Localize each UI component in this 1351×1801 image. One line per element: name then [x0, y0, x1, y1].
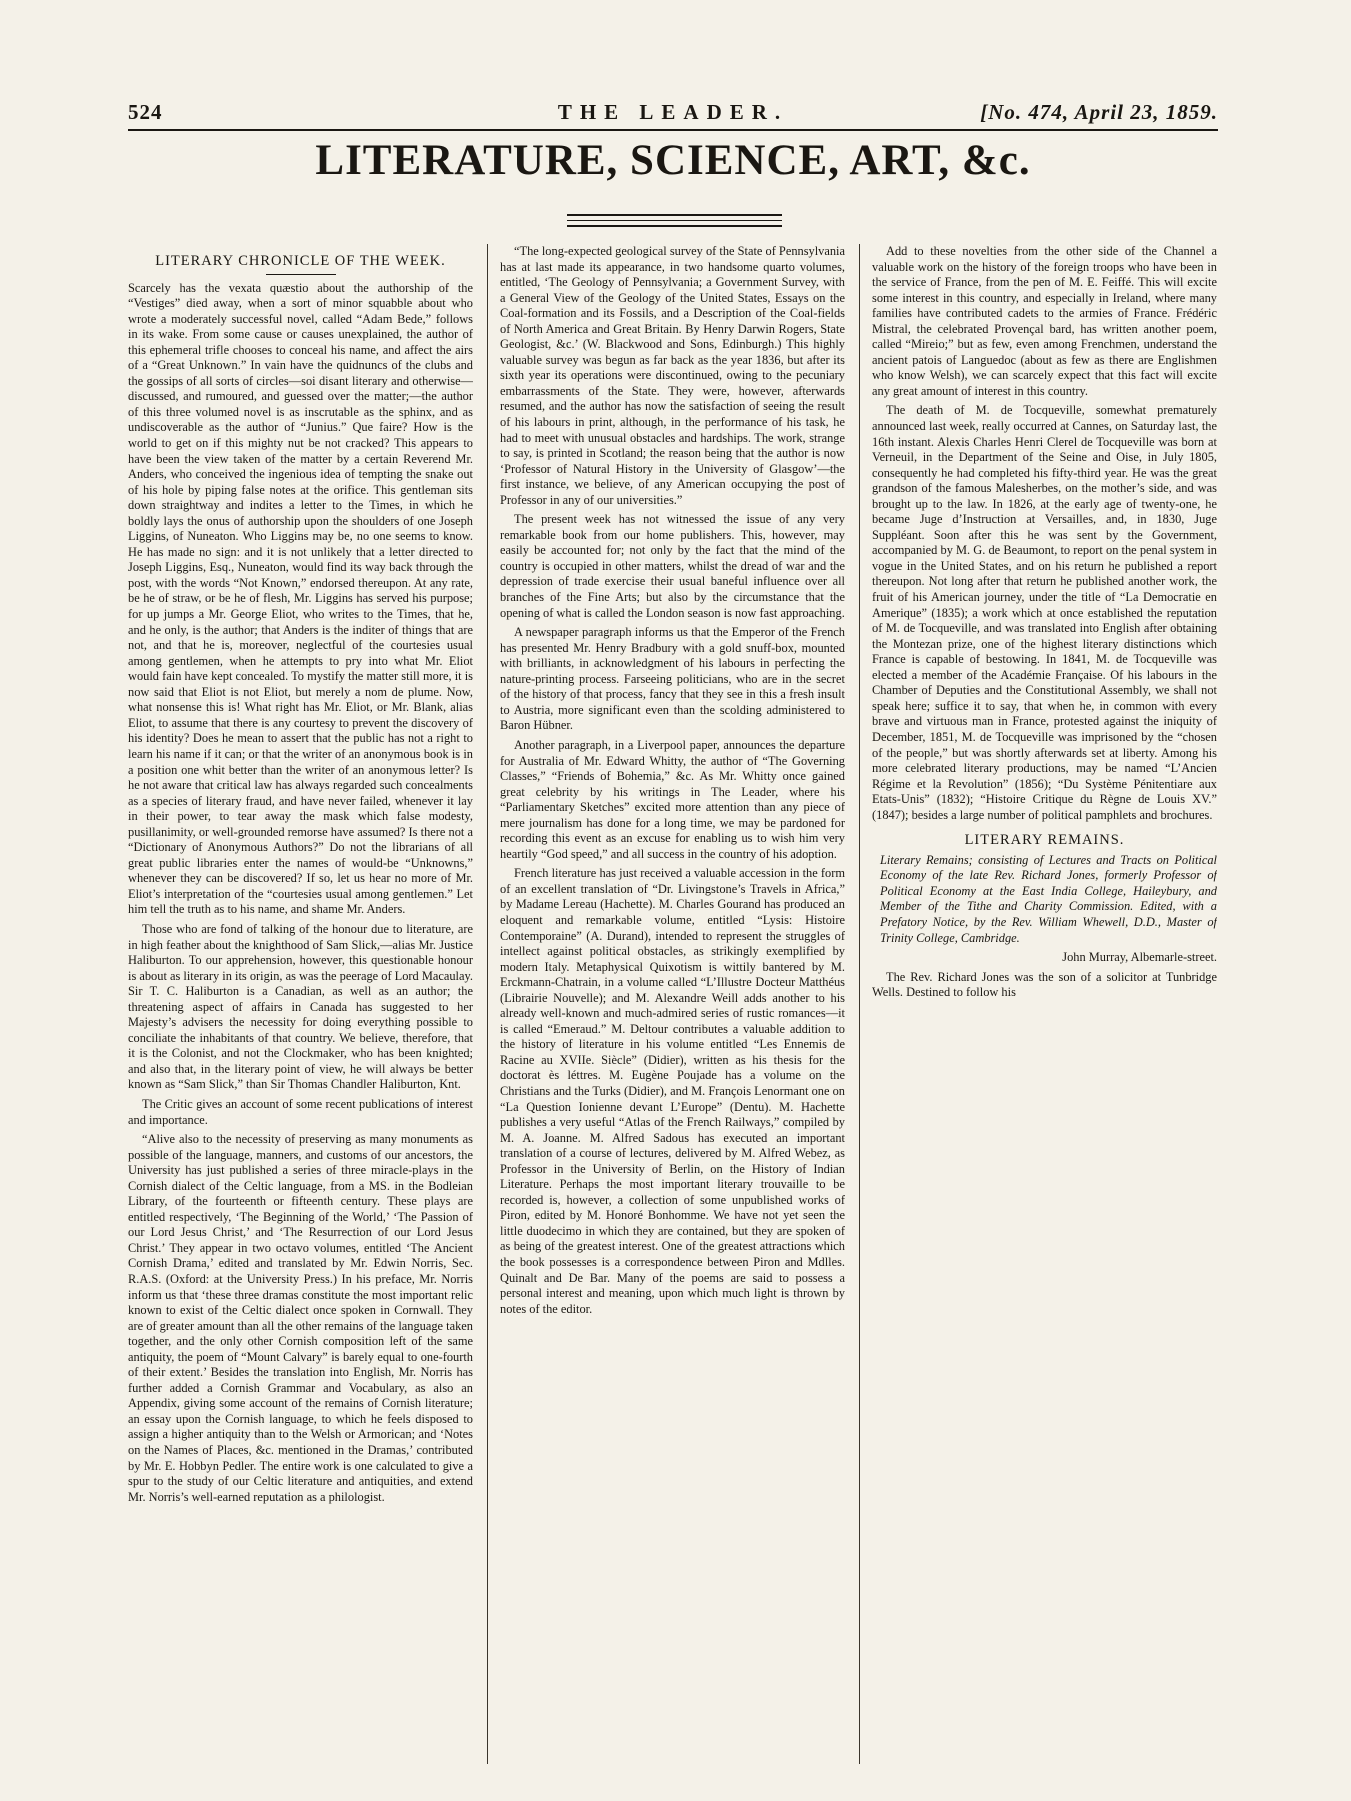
column-2 — [500, 244, 845, 1774]
review-opening: The Rev. Richard Jones was the son of a solicitor at Tunbridge Wells. Destined to follow his — [872, 969, 1217, 1000]
article-paragraph: French literature has just received a valuable accession in the form of an excellent translation of “Dr. Livingstone’s Travels in Africa,” by Madame Lereau (Hachette). M. Charles Gourand has produced an eloquent and remarkable volume, entitled “Lysis: Histoire Contemporaine” (A. Durand), intended to represent the struggles of intellect against political obstacles, as strikingly exemplified by modern Italy. Metaphysical Quixotism is wittily bantered by M. Erckmann-Chatrain, in a volume called “L’Illustre Docteur Matthéus (Librairie Nouvelle); and M. Alexandre Weill adds another to his already well-known and much-admired series of rustic romances—it is called “Emeraud.” M. Deltour contributes a valuable addition to the history of literature in his volume entitled “Les Ennemis de Racine au XVIIe. Siècle” (Didier), written as his thesis for the doctorat ès léttres. M. Eugène Poujade has a volume on the Christians and the Turks (Didier), and M. François Lenormant one on “La Question Ionienne devant L’Europe” (Dentu). M. Hachette publishes a very useful “Atlas of the French Railways,” compiled by M. A. Joanne. M. Alfred Sadous has executed an important translation of a course of lectures, delivered by M. Alfred Webez, as Professor in the University of Berlin, on the History of Indian Literature. Perhaps the most important literary trouvaille to be recorded is, however, a collection of some unpublished works of Piron, edited by M. Honoré Bonhomme. We have not yet seen the little duodecimo in which they are contained, but they are spoken of as being of the greatest interest. One of the greatest attractions which the book possesses is a correspondence between Piron and Mdlles. Quinalt and De Bar. Many of the poems are said to possess a personal interest and meaning, upon which much light is thrown by notes of the editor. — [500, 866, 845, 1316]
review-publisher: John Murray, Albemarle-street. — [1062, 950, 1217, 965]
article-paragraph: The present week has not witnessed the issue of any very remarkable book from our home publishers. This, however, may easily be accounted for; not only by the fact that the mind of the country is occupied in other matters, whilst the dread of war and the depression of trade exercise their usual baneful influence over all branches of the Fine Arts; but also by the circumstance that the opening of what is called the London season is now fast approaching. — [500, 512, 845, 620]
newspaper-title: THE LEADER. — [557, 100, 789, 124]
article-paragraph: A newspaper paragraph informs us that the Emperor of the French has presented Mr. Henry Bradbury with a gold snuff-box, mounted with brilliants, in acknowledgment of his labours in perfecting the nature-printing process. Farseeing politicians, who are in the secret of the history of that process, fancy that they see in this a fresh insult to Austria, more significant even than the scolding administered to Baron Hübner. — [500, 625, 845, 733]
article-paragraph: The Critic gives an account of some recent publications of interest and importance. — [128, 1096, 473, 1127]
article-paragraph: Another paragraph, in a Liverpool paper, announces the departure for Australia of Mr. Edward Whitty, the author of “The Governing Classes,” “Friends of Bohemia,” &c. As Mr. Whitty once gained great celebrity by his writings in The Leader, where his “Parliamentary Sketches” excited more attention than any piece of mere journalism has done for a long time, we may be pardoned for recording this event as an excuse for enabling us to wish him very heartily “God speed,” and all success in the country of his adoption. — [500, 737, 845, 861]
article-paragraph: Add to these novelties from the other side of the Channel a valuable work on the history of the foreign troops who have been in the service of France, from the pen of M. E. Feiffé. This will excite some interest in this country, and especially in Ireland, where many families have contributed cadets to the armies of France. Frédéric Mistral, the celebrated Provençal bard, has written another poem, called “Mireio;” but as few, even among Frenchmen, understand the ancient patois of Languedoc (about as few as there are Englishmen who know Welsh), we can scarcely expect that this fact will excite any great amount of interest in this country. — [872, 244, 1217, 398]
section-title-rules — [567, 214, 782, 231]
column-rule — [487, 244, 488, 1764]
column-rule — [859, 244, 860, 1764]
header-rule — [128, 129, 1218, 131]
section-title: LITERATURE, SCIENCE, ART, &c. — [315, 137, 1031, 184]
issue-date: [No. 474, April 23, 1859. — [980, 100, 1218, 124]
chronicle-heading: LITERARY CHRONICLE OF THE WEEK. — [155, 253, 446, 269]
column-3 — [872, 244, 1217, 1774]
article-paragraph: The death of M. de Tocqueville, somewhat prematurely announced last week, really occurred at Cannes, on Saturday last, the 16th instant. Alexis Charles Henri Clerel de Tocqueville was born at Verneuil, in the Department of the Seine and Oise, in July 1805, consequently he had completed his fifty-third year. He was the great grandson of the famous Malesherbes, on the mother’s side, and was brought up to the law. In 1826, at the early age of twenty-one, he became Juge d’Instruction at Versailles, and, in 1830, Juge Suppléant. Soon after this he was sent by the Government, accompanied by M. G. de Beaumont, to report on the penal system in vogue in the United States, and on his return he published a report thereupon. Not long after that return he published another work, the fruit of his American journey, under the title of “La Democratie en Amerique” (1835); a work which at once established the reputation of M. de Tocqueville, and was translated into English after obtaining the Montezan prize, one of the highest literary distinctions which France is capable of bestowing. In 1841, M. de Tocqueville was elected a member of the Académie Française. Of his labours in the Chamber of Deputies and the Constitutional Assembly, we shall not speak here; suffice it to say, that when he, in common with every brave and virtuous man in France, protested against the iniquity of December, 1851, M. de Tocqueville was imprisoned by the “chosen of the people,” but was shortly afterwards set at liberty. Among his more celebrated literary productions, may be named “L’Ancien Régime et la Revolution” (1856); “Du Système Pénitentiare aux Etats-Unis” (1832); “Histoire Critique du Règne de Louis XV.” (1847); besides a large number of political pamphlets and brochures. — [872, 403, 1217, 822]
article-paragraph: “Alive also to the necessity of preserving as many monuments as possible of the language, manners, and customs of our ancestors, the University has just published a series of three miracle-plays in the Cornish dialect of the Celtic language, from a MS. in the Bodleian Library, of the fourteenth or fifteenth century. These plays are entitled respectively, ‘The Beginning of the World,’ ‘The Passion of our Lord Jesus Christ,’ and ‘The Resurrection of our Lord Jesus Christ.’ They appear in two octavo volumes, entitled ‘The Ancient Cornish Drama,’ edited and translated by Mr. Edwin Norris, Sec. R.A.S. (Oxford: at the University Press.) In his preface, Mr. Norris inform us that ‘these three dramas constitute the most important relic known to exist of the Celtic dialect once spoken in Cornwall. They are of greater amount than all the other remains of the language taken together, and the only other Cornish composition left of the same antiquity, the poem of “Mount Calvary” is barely equal to one-fourth of their extent.’ Besides the translation into English, Mr. Norris has further added a Cornish Grammar and Vocabulary, as also an Appendix, giving some account of the remains of Cornish literature; an essay upon the Cornish language, to which he feels disposed to assign a higher antiquity than to the Welsh or Armorican; and ‘Notes on the Names of Places, &c. mentioned in the Dramas,’ contributed by Mr. E. Hobbyn Pedler. The entire work is one calculated to give a spur to the study of our Celtic literature and antiquities, and extend Mr. Norris’s well-earned reputation as a philologist. — [128, 1132, 473, 1504]
column-1 — [128, 244, 473, 1774]
article-paragraph: Scarcely has the vexata quæstio about the authorship of the “Vestiges” died away, when a sort of minor squabble about who wrote a moderately successful novel, called “Adam Bede,” follows in its wake. From some cause or causes unexplained, the author of this ephemeral trifle chooses to conceal his name, and affect the airs of a “Great Unknown.” In vain have the quidnuncs of the clubs and the gossips of all sorts of circles—soi disant literary and otherwise—discussed, and rumoured, and guessed over the matter;—the author of this three volumed novel is as inscrutable as the sphinx, and as undiscoverable as the author of “Junius.” Que faire? How is the world to get on if this mighty nut be not cracked? This appears to have been the view taken of the matter by a certain Reverend Mr. Anders, who conceived the ingenious idea of tempting the snake out of his hole by piping false notes at the orifice. This gentleman sits down straightway and indites a letter to the Times, in which he boldly lays the onus of authorship upon the shoulders of one Joseph Liggins, of Nuneaton. Who Liggins may be, no one seems to know. He has made no sign: and it is not unlikely that a letter directed to Joseph Liggins, Esq., Nuneaton, would find its way back through the post, with the words “Not Known,” endorsed thereupon. At any rate, be he of straw, or be he of flesh, Mr. Liggins has served his purpose; for up jumps a Mr. George Eliot, who writes to the Times, that he, and he only, is the author; that Anders is the inditer of things that are not, and that he is, moreover, neglectful of the courtesies usual among gentlemen, when he attempts to pry into what Mr. Eliot would fain have kept concealed. To mystify the matter still more, it is now said that Eliot is not Eliot, but merely a nom de plume. Now, what nonsense this is! What right has Mr. Eliot, or Mr. Blank, alias Eliot, to assume that there is any courtesy to prevent the discovery of his identity? Does he mean to assert that the public has not a right to learn his name if it can; or that the writer of an anonymous book is in a position one whit better than the writer of an anonymous letter? Is he not aware that critical law has always regarded such concealments as a species of literary fraud, and have never failed, whenever it lay in their power, to tear away the mask which false modesty, pusillanimity, or well-grounded remorse have assumed? Is there not a “Dictionary of Anonymous Authors?” Do not the librarians of all great public libraries enter the names of would-be “Unknowns,” whenever they can be discovered? If so, let us hear no more of Mr. Eliot’s interpretation of the “courtesies usual among gentlemen.” Let him tell the truth as to his name, and shame Mr. Anders. — [128, 280, 473, 917]
article-paragraph: Those who are fond of talking of the honour due to literature, are in high feather about the knighthood of Sam Slick,—alias Mr. Justice Haliburton. To our apprehension, however, this questionable honour is about as literary in its origin, as was the peerage of Lord Macaulay. Sir T. C. Haliburton is a Canadian, as well as an author; the threatening aspect of affairs in Canada has suggested to her Majesty’s advisers the necessity for doing everything possible to conciliate the inhabitants of that country. We believe, therefore, that it is the Colonist, and not the Clockmaker, who has been knighted; and also that, in the literary point of view, he will always be better known as “Sam Slick,” than Sir Thomas Chandler Haliburton, Knt. — [128, 921, 473, 1092]
page-number: 524 — [128, 100, 163, 124]
heading-rule — [266, 274, 336, 275]
review-bibliography: Literary Remains; consisting of Lectures and Tracts on Political Economy of the late Rev. Richard Jones, formerly Professor of Political Economy at the East India College, Haileybury, and Member of the Tithe and Charity Commission. Edited, with a Prefatory Notice, by the Rev. William Whewell, D.D., Master of Trinity College, Cambridge. — [880, 852, 1217, 945]
article-paragraph: “The long-expected geological survey of the State of Pennsylvania has at last made its appearance, in two handsome quarto volumes, entitled, ‘The Geology of Pennsylvania; a Government Survey, with a General View of the Geology of the United States, Essays on the Coal-formation and its Fossils, and a Description of the Coal-fields of North America and Great Britain. By Henry Darwin Rogers, State Geologist, &c.’ (W. Blackwood and Sons, Edinburgh.) This highly valuable survey was begun as far back as the year 1836, but after its sixth year its operations were discontinued, owing to the pecuniary embarrassments of the State. They were, however, afterwards resumed, and the author has now the satisfaction of seeing the result of his labours in print, although, in the performance of his task, he had to meet with unusual obstacles and hardships. The work, strange to say, is printed in Scotland; the reason being that the author is now ‘Professor of Natural History in the University of Glasgow’—the first instance, we believe, of any American occupying the post of Professor in any of our universities.” — [500, 244, 845, 507]
remains-heading: LITERARY REMAINS. — [964, 832, 1125, 849]
running-head — [128, 100, 1218, 130]
